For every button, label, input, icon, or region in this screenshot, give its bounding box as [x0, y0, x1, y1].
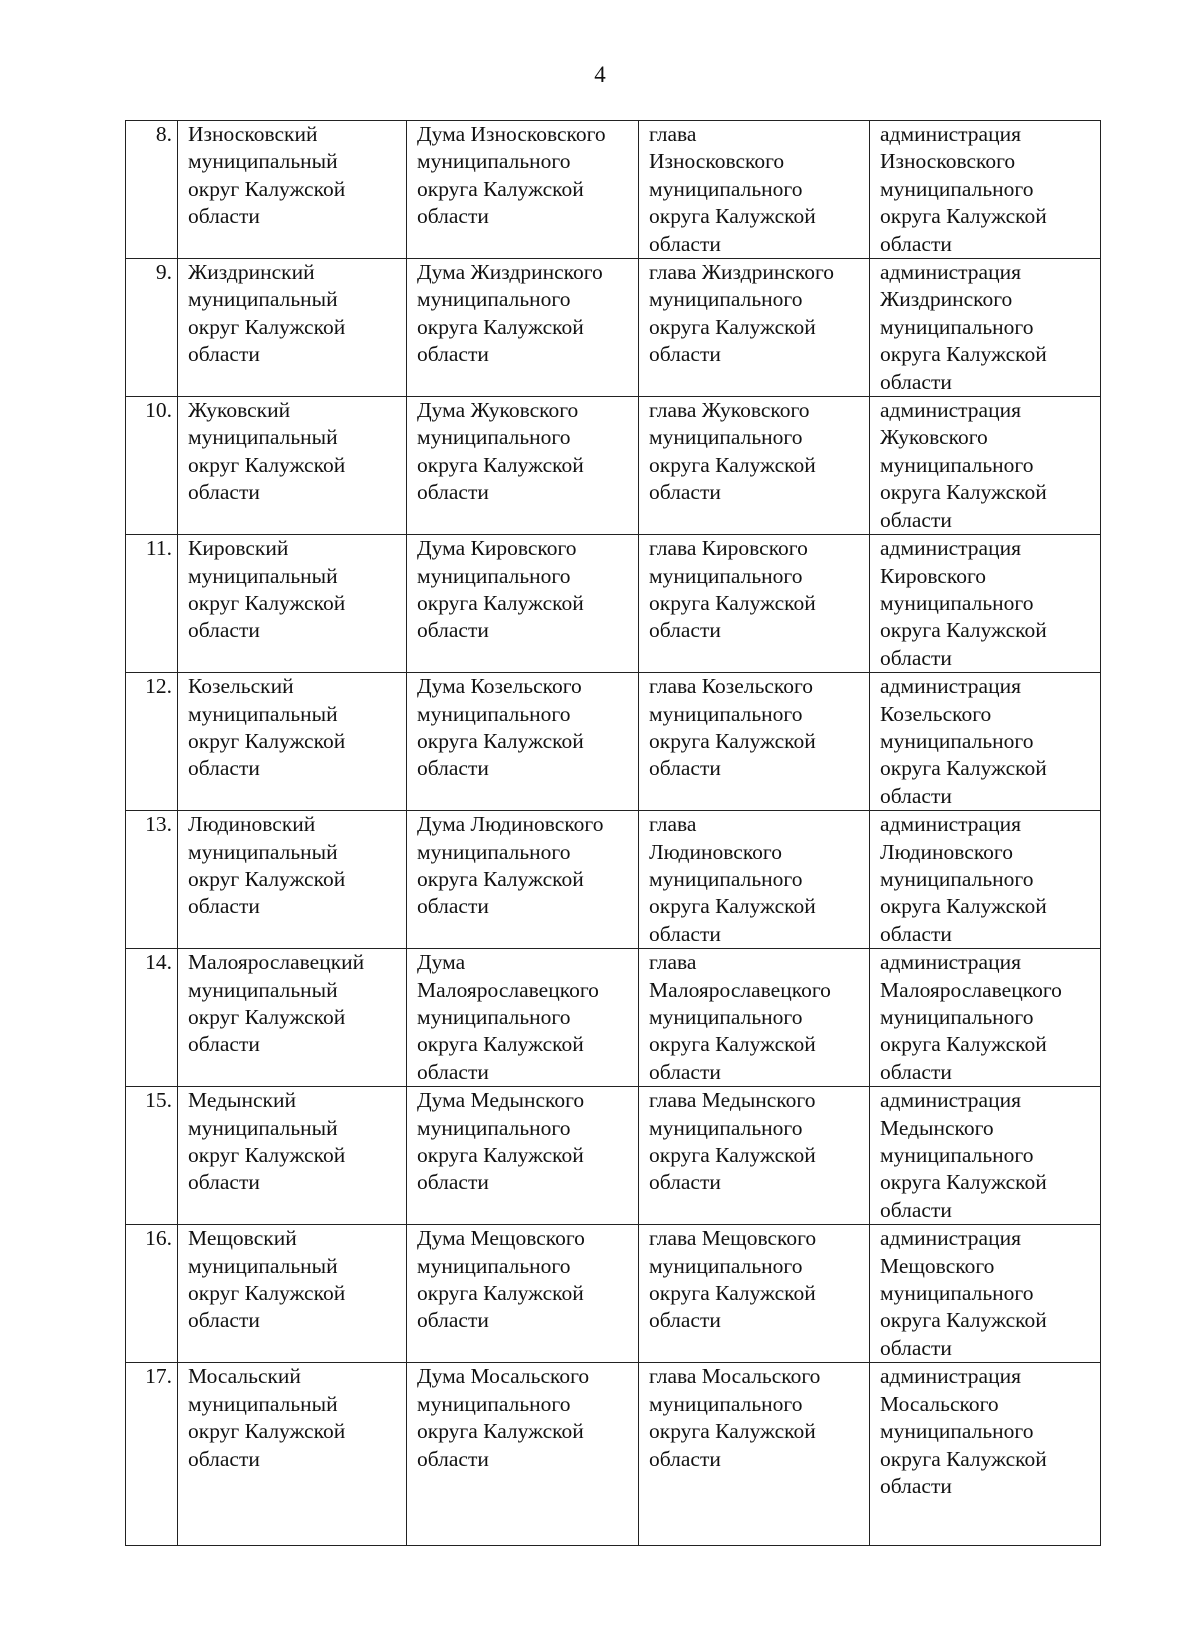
cell-text-line: Медынский: [188, 1088, 296, 1113]
cell-text-line: Людиновского: [880, 839, 1013, 864]
cell-text-line: администрация: [880, 1088, 1021, 1113]
head-cell: [639, 121, 870, 259]
cell-text-line: администрация: [880, 674, 1021, 699]
row-number: 13.: [145, 812, 172, 837]
cell-text-line: глава Козельского: [649, 674, 814, 699]
cell-text-line: округа Калужской: [417, 1143, 584, 1168]
cell-text-line: Износковского: [649, 149, 785, 174]
cell-text-line: глава: [649, 122, 697, 146]
cell-text-line: области: [188, 204, 260, 229]
cell-text-line: Жуковский: [188, 398, 291, 423]
table-row: [126, 811, 1101, 949]
cell-text-line: глава Жуковского: [649, 398, 810, 423]
cell-text-line: муниципального: [417, 149, 571, 174]
cell-text-line: муниципального: [649, 1115, 803, 1140]
administration-cell: [870, 1363, 1101, 1546]
cell-text-line: администрация: [880, 260, 1021, 285]
table-body: [126, 121, 1101, 1546]
cell-text-line: округа Калужской: [880, 894, 1047, 919]
cell-text-line: области: [417, 204, 489, 229]
cell-text-line: области: [188, 894, 260, 919]
cell-text-line: округа Калужской: [649, 894, 816, 919]
cell-text-line: округа Калужской: [880, 756, 1047, 781]
cell-text-line: муниципального: [649, 287, 803, 312]
cell-text-line: округа Калужской: [649, 1419, 816, 1444]
cell-text-line: округа Калужской: [649, 1032, 816, 1057]
duma-cell: [407, 1363, 639, 1546]
cell-text-line: области: [649, 921, 721, 946]
cell-text-line: Дума Мосальского: [417, 1364, 590, 1389]
head-cell: [639, 949, 870, 1087]
cell-text-line: области: [880, 369, 952, 394]
cell-text-line: Жиздринского: [880, 287, 1013, 312]
cell-text-line: округа Калужской: [417, 866, 584, 891]
table-row: [126, 1363, 1101, 1546]
cell-text-line: области: [649, 480, 721, 505]
head-cell: [639, 811, 870, 949]
cell-text-line: администрация: [880, 122, 1021, 146]
head-cell: [639, 397, 870, 535]
cell-text-line: глава Жиздринского: [649, 260, 835, 285]
cell-text-line: Дума Мещовского: [417, 1226, 585, 1251]
cell-text-line: области: [188, 1308, 260, 1333]
administration-cell: [870, 673, 1101, 811]
cell-text-line: округ Калужской: [188, 314, 346, 339]
cell-text-line: области: [188, 1170, 260, 1195]
row-number-cell: [126, 397, 178, 535]
cell-text-line: округа Калужской: [417, 1281, 584, 1306]
cell-text-line: округ Калужской: [188, 452, 346, 477]
cell-text-line: округа Калужской: [649, 452, 816, 477]
cell-text-line: области: [417, 894, 489, 919]
cell-text-line: администрация: [880, 1364, 1021, 1389]
cell-text-line: Дума Кировского: [417, 536, 577, 561]
cell-text-line: округ Калужской: [188, 866, 346, 891]
cell-text-line: области: [649, 1170, 721, 1195]
cell-text-line: Малоярославецкого: [880, 977, 1062, 1002]
cell-text-line: муниципальный: [188, 1253, 338, 1278]
table-row: [126, 397, 1101, 535]
district-cell: [178, 1225, 407, 1363]
cell-text-line: муниципального: [649, 176, 803, 201]
cell-text-line: области: [649, 1059, 721, 1084]
row-number: 14.: [145, 950, 172, 975]
row-number-cell: [126, 811, 178, 949]
cell-text-line: глава Медынского: [649, 1088, 816, 1113]
municipal-table: [125, 120, 1101, 1546]
cell-text-line: Людиновского: [649, 839, 782, 864]
cell-text-line: округа Калужской: [880, 1308, 1047, 1333]
cell-text-line: области: [649, 756, 721, 781]
cell-text-line: Мосальский: [188, 1364, 301, 1389]
cell-text-line: округ Калужской: [188, 1419, 346, 1444]
cell-text-line: округа Калужской: [880, 1446, 1047, 1471]
district-cell: [178, 535, 407, 673]
head-cell: [639, 1225, 870, 1363]
cell-text-line: Козельский: [188, 674, 294, 699]
cell-text-line: области: [188, 480, 260, 505]
row-number: 9.: [155, 260, 172, 285]
cell-text-line: муниципальный: [188, 1115, 338, 1140]
row-number-cell: [126, 673, 178, 811]
row-number: 12.: [145, 674, 172, 699]
district-cell: [178, 1363, 407, 1546]
cell-text-line: муниципального: [417, 287, 571, 312]
cell-text-line: муниципальный: [188, 425, 338, 450]
cell-text-line: округа Калужской: [417, 176, 584, 201]
table-row: [126, 949, 1101, 1087]
cell-text-line: области: [880, 1197, 952, 1222]
district-cell: [178, 673, 407, 811]
cell-text-line: области: [188, 756, 260, 781]
cell-text-line: муниципальный: [188, 1391, 338, 1416]
district-cell: [178, 121, 407, 259]
cell-text-line: глава Мещовского: [649, 1226, 817, 1251]
cell-text-line: округа Калужской: [417, 1032, 584, 1057]
cell-text-line: муниципального: [880, 452, 1034, 477]
cell-text-line: администрация: [880, 812, 1021, 837]
duma-cell: [407, 949, 639, 1087]
cell-text-line: Дума Жуковского: [417, 398, 579, 423]
cell-text-line: области: [649, 342, 721, 367]
cell-text-line: муниципального: [880, 1143, 1034, 1168]
row-number: 15.: [145, 1088, 172, 1113]
cell-text-line: области: [417, 1059, 489, 1084]
cell-text-line: администрация: [880, 950, 1021, 975]
cell-text-line: округа Калужской: [880, 204, 1047, 229]
row-number: 16.: [145, 1226, 172, 1251]
table-row: [126, 535, 1101, 673]
cell-text-line: области: [417, 342, 489, 367]
cell-text-line: Износковского: [880, 149, 1016, 174]
cell-text-line: глава: [649, 950, 697, 975]
duma-cell: [407, 1225, 639, 1363]
cell-text-line: области: [880, 645, 952, 670]
cell-text-line: администрация: [880, 398, 1021, 423]
table-row: [126, 1225, 1101, 1363]
cell-text-line: муниципального: [880, 1281, 1034, 1306]
duma-cell: [407, 121, 639, 259]
cell-text-line: Малоярославецкий: [188, 950, 365, 975]
cell-text-line: Малоярославецкого: [417, 977, 599, 1002]
head-cell: [639, 673, 870, 811]
cell-text-line: округа Калужской: [417, 314, 584, 339]
cell-text-line: Дума Козельского: [417, 674, 582, 699]
cell-text-line: муниципального: [880, 866, 1034, 891]
cell-text-line: области: [417, 1446, 489, 1471]
cell-text-line: муниципального: [880, 728, 1034, 753]
head-cell: [639, 1087, 870, 1225]
duma-cell: [407, 1087, 639, 1225]
head-cell: [639, 259, 870, 397]
cell-text-line: округа Калужской: [649, 728, 816, 753]
head-cell: [639, 1363, 870, 1546]
cell-text-line: округ Калужской: [188, 728, 346, 753]
cell-text-line: Кировского: [880, 563, 987, 588]
cell-text-line: муниципального: [417, 563, 571, 588]
cell-text-line: Медынского: [880, 1115, 994, 1140]
table-row: [126, 673, 1101, 811]
administration-cell: [870, 535, 1101, 673]
cell-text-line: муниципального: [417, 425, 571, 450]
cell-text-line: Мещовского: [880, 1253, 995, 1278]
cell-text-line: области: [417, 480, 489, 505]
cell-text-line: округ Калужской: [188, 590, 346, 615]
cell-text-line: муниципального: [880, 590, 1034, 615]
cell-text-line: администрация: [880, 1226, 1021, 1251]
cell-text-line: области: [649, 231, 721, 256]
cell-text-line: Малоярославецкого: [649, 977, 831, 1002]
cell-text-line: области: [188, 1032, 260, 1057]
administration-cell: [870, 949, 1101, 1087]
row-number-cell: [126, 535, 178, 673]
cell-text-line: области: [880, 1335, 952, 1360]
cell-text-line: округа Калужской: [417, 728, 584, 753]
row-number-cell: [126, 121, 178, 259]
cell-text-line: муниципального: [880, 176, 1034, 201]
cell-text-line: Мосальского: [880, 1391, 999, 1416]
district-cell: [178, 811, 407, 949]
cell-text-line: области: [188, 618, 260, 643]
cell-text-line: округ Калужской: [188, 1143, 346, 1168]
cell-text-line: округа Калужской: [880, 342, 1047, 367]
cell-text-line: администрация: [880, 536, 1021, 561]
cell-text-line: области: [880, 507, 952, 532]
administration-cell: [870, 121, 1101, 259]
table-row: [126, 259, 1101, 397]
cell-text-line: округа Калужской: [649, 590, 816, 615]
administration-cell: [870, 811, 1101, 949]
cell-text-line: округа Калужской: [880, 1170, 1047, 1195]
cell-text-line: муниципального: [417, 1115, 571, 1140]
row-number-cell: [126, 1225, 178, 1363]
cell-text-line: округа Калужской: [649, 1143, 816, 1168]
cell-text-line: области: [417, 1170, 489, 1195]
head-cell: [639, 535, 870, 673]
district-cell: [178, 1087, 407, 1225]
cell-text-line: Кировский: [188, 536, 289, 561]
cell-text-line: муниципального: [649, 563, 803, 588]
cell-text-line: округа Калужской: [649, 1281, 816, 1306]
cell-text-line: муниципального: [880, 314, 1034, 339]
cell-text-line: Дума Медынского: [417, 1088, 585, 1113]
cell-text-line: Дума Жиздринского: [417, 260, 603, 285]
cell-text-line: округа Калужской: [417, 1419, 584, 1444]
cell-text-line: муниципального: [649, 1391, 803, 1416]
row-number: 11.: [145, 536, 172, 561]
cell-text-line: Дума: [417, 950, 466, 975]
cell-text-line: муниципального: [417, 1005, 571, 1029]
row-number: 8.: [155, 122, 172, 146]
cell-text-line: области: [417, 618, 489, 643]
cell-text-line: муниципального: [649, 1253, 803, 1278]
cell-text-line: муниципального: [417, 701, 571, 726]
cell-text-line: области: [880, 1059, 952, 1084]
cell-text-line: округа Калужской: [649, 204, 816, 229]
cell-text-line: области: [649, 1446, 721, 1471]
cell-text-line: муниципальный: [188, 701, 338, 726]
administration-cell: [870, 397, 1101, 535]
cell-text-line: области: [188, 342, 260, 367]
cell-text-line: Дума Людиновского: [417, 812, 604, 837]
cell-text-line: муниципального: [417, 1253, 571, 1278]
cell-text-line: муниципального: [649, 701, 803, 726]
cell-text-line: области: [417, 1308, 489, 1333]
cell-text-line: области: [649, 1308, 721, 1333]
duma-cell: [407, 811, 639, 949]
cell-text-line: муниципальный: [188, 839, 338, 864]
duma-cell: [407, 673, 639, 811]
cell-text-line: округ Калужской: [188, 1005, 346, 1029]
cell-text-line: Мещовский: [188, 1226, 297, 1251]
district-cell: [178, 397, 407, 535]
cell-text-line: округ Калужской: [188, 1281, 346, 1306]
cell-text-line: глава: [649, 812, 697, 837]
cell-text-line: области: [880, 231, 952, 256]
cell-text-line: муниципальный: [188, 287, 338, 312]
cell-text-line: округа Калужской: [417, 452, 584, 477]
table-row: [126, 1087, 1101, 1225]
administration-cell: [870, 259, 1101, 397]
row-number-cell: [126, 1363, 178, 1546]
duma-cell: [407, 259, 639, 397]
cell-text-line: муниципального: [417, 1391, 571, 1416]
row-number-cell: [126, 259, 178, 397]
cell-text-line: муниципального: [649, 425, 803, 450]
cell-text-line: области: [417, 756, 489, 781]
cell-text-line: муниципального: [880, 1005, 1034, 1029]
row-number: 10.: [145, 398, 172, 423]
cell-text-line: Козельского: [880, 701, 992, 726]
cell-text-line: муниципального: [649, 866, 803, 891]
cell-text-line: области: [649, 618, 721, 643]
administration-cell: [870, 1087, 1101, 1225]
cell-text-line: области: [880, 921, 952, 946]
cell-text-line: округа Калужской: [880, 618, 1047, 643]
row-number-cell: [126, 949, 178, 1087]
cell-text-line: глава Кировского: [649, 536, 808, 561]
cell-text-line: муниципального: [649, 1005, 803, 1029]
cell-text-line: Износковский: [188, 122, 318, 146]
row-number: 17.: [145, 1364, 172, 1389]
cell-text-line: муниципальный: [188, 977, 338, 1002]
table-row: [126, 121, 1101, 259]
row-number-cell: [126, 1087, 178, 1225]
cell-text-line: глава Мосальского: [649, 1364, 821, 1389]
cell-text-line: округа Калужской: [417, 590, 584, 615]
cell-text-line: муниципальный: [188, 149, 338, 174]
cell-text-line: Жуковского: [880, 425, 988, 450]
district-cell: [178, 949, 407, 1087]
administration-cell: [870, 1225, 1101, 1363]
cell-text-line: области: [880, 1473, 952, 1498]
district-cell: [178, 259, 407, 397]
cell-text-line: Людиновский: [188, 812, 316, 837]
cell-text-line: округа Калужской: [880, 1032, 1047, 1057]
cell-text-line: муниципальный: [188, 563, 338, 588]
cell-text-line: муниципального: [417, 839, 571, 864]
cell-text-line: муниципального: [880, 1419, 1034, 1444]
cell-text-line: Дума Износковского: [417, 122, 606, 146]
page-number: 4: [594, 62, 606, 87]
cell-text-line: округ Калужской: [188, 176, 346, 201]
cell-text-line: округа Калужской: [880, 480, 1047, 505]
cell-text-line: округа Калужской: [649, 314, 816, 339]
cell-text-line: Жиздринский: [188, 260, 315, 285]
cell-text-line: области: [880, 783, 952, 808]
duma-cell: [407, 397, 639, 535]
duma-cell: [407, 535, 639, 673]
cell-text-line: области: [188, 1446, 260, 1471]
